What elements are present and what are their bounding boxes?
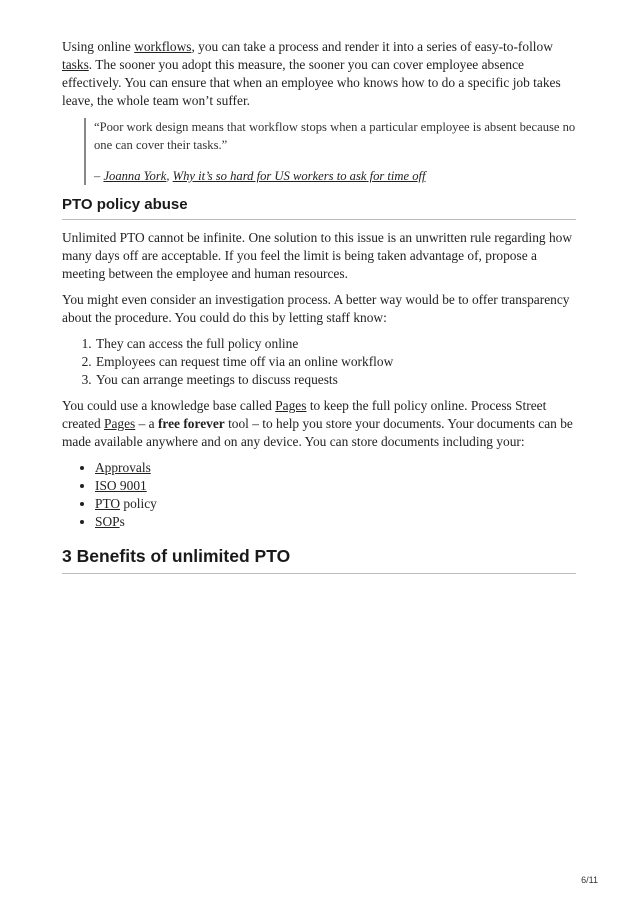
author-link[interactable]: Joanna York (103, 169, 167, 183)
text: Using online (62, 39, 135, 54)
numbered-list (62, 335, 576, 389)
paragraph-unlimited-pto: Unlimited PTO cannot be infinite. One solution to this issue is an unwritten rule regarding how many days off are acceptable. If you feel the limit is being taken advantage of, propose a meeting between the employee and human resources. (62, 230, 573, 281)
quote-citation (94, 167, 576, 185)
iso-9001-link[interactable]: ISO 9001 (95, 478, 147, 493)
text: to keep the full policy online. Process Street created (62, 398, 547, 431)
article-link-a[interactable]: Why it’s so hard (172, 169, 254, 183)
list-item: 3. You can arrange meetings to discuss requests (95, 371, 576, 389)
text: s (119, 514, 125, 529)
list-item: 2. Employees can request time off via an online workflow (95, 353, 576, 371)
list-item: 1. They can access the full policy online (95, 335, 576, 353)
paragraph-workflows (62, 38, 576, 110)
workflows-link[interactable]: workflows (134, 39, 192, 54)
list-item (95, 459, 576, 477)
quote-text: “Poor work design means that workflow stops when a particular employee is absent because no one can cover their tasks.” (94, 120, 576, 152)
list-item (95, 513, 576, 531)
text: tool – to help you store your documents. Your documents can be made available anywhere and on any device. You can store documents including your: (62, 416, 573, 449)
article-link-c[interactable]: for time off (366, 169, 426, 183)
pages-link-1[interactable]: Pages (275, 398, 307, 413)
pto-link[interactable]: PTO (95, 496, 121, 511)
pages-link-2[interactable]: Pages (104, 416, 136, 431)
separator: , (166, 169, 173, 183)
tasks-link[interactable]: tasks (62, 57, 89, 72)
page-number: 6/11 (581, 875, 598, 885)
text: You could use a knowledge base called (62, 398, 276, 413)
article-link-b[interactable]: for US workers to ask (253, 169, 367, 183)
blockquote (84, 118, 576, 185)
approvals-link[interactable]: Approvals (95, 460, 151, 475)
dash: – (94, 169, 104, 183)
text: . The sooner you adopt this measure, the sooner you can cover employee absence effectively. You can ensure that when an employee who knows how to do a specific job takes leave, the whole team won’t suffer. (62, 57, 561, 108)
list-item (95, 477, 576, 495)
paragraph-pages (62, 397, 576, 451)
text: – a (135, 416, 158, 431)
bullet-list (62, 459, 576, 531)
document-page (62, 38, 576, 574)
paragraph-investigation: You might even consider an investigation process. A better way would be to offer transparency about the procedure. You could do this by letting staff know: (62, 292, 570, 325)
sop-link[interactable]: SOP (95, 514, 120, 529)
heading-pto-policy-abuse: PTO policy abuse (62, 195, 576, 220)
free-forever-bold: free forever (157, 416, 225, 431)
heading-benefits: 3 Benefits of unlimited PTO (62, 545, 576, 574)
text: policy (120, 496, 157, 511)
text: , you can take a process and render it into a series of easy-to-follow (191, 39, 553, 54)
list-item (95, 495, 576, 513)
